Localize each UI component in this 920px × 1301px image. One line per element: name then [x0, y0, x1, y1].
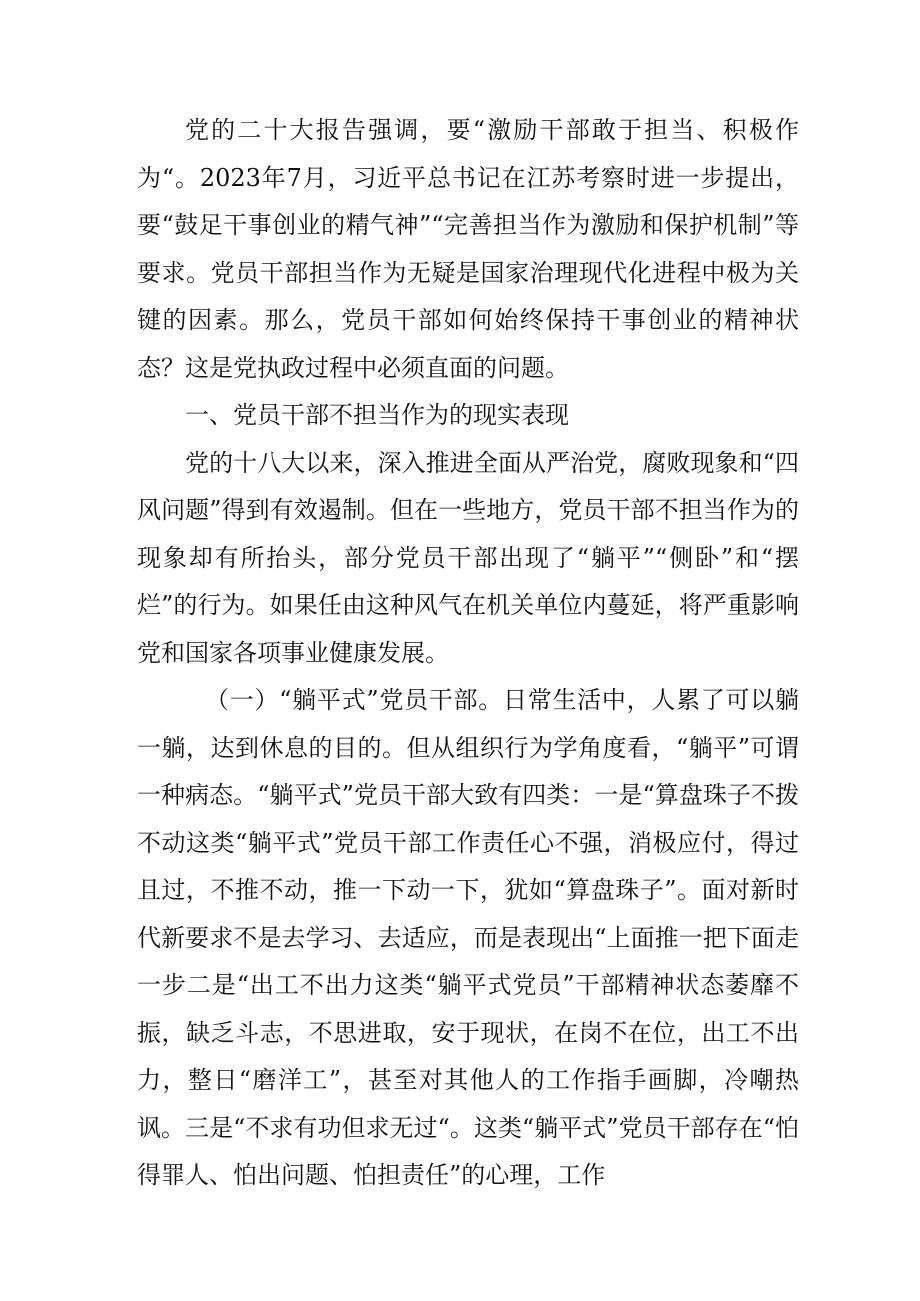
- section-paragraph: 党的十八大以来，深入推进全面从严治党，腐败现象和“四风问题”得到有效遏制。但在一些地方，党员干部不担当作为的现象却有所抬头，部分党员干部出现了“躺平”“侧卧”和“摆烂”的行为。如果任由这种风气在机关单位内蔓延，将严重影响党和国家各项事业健康发展。: [137, 448, 799, 667]
- section-heading: 一、党员干部不担当作为的现实表现: [185, 401, 569, 429]
- document-body: [137, 107, 799, 1200]
- subsection-paragraph: （一）“躺平式”党员干部。日常生活中，人累了可以躺一躺，达到休息的目的。但从组织行为学角度看，“躺平”可谓一种病态。“躺平式”党员干部大致有四类：一是“算盘珠子不拨不动这类“躺平式”党员干部工作责任心不强，消极应付，得过且过，不推不动，推一下动一下，犹如“算盘珠子”。面对新时代新要求不是去学习、去适应，而是表现出“上面推一把下面走一步二是“出工不出力这类“躺平式党员”干部精神状态萎靡不振，缺乏斗志，不思进取，安于现状，在岗不在位，出工不出力，整日“磨洋工”，甚至对其他人的工作指手画脚，冷嘲热讽。三是“不求有功但求无过“。这类“躺平式”党员干部存在“怕得罪人、怕出问题、怕担责任”的心理，工作: [137, 686, 799, 1189]
- intro-paragraph: 党的二十大报告强调，要“激励干部敢于担当、积极作为“。2023年7月，习近平总书记在江苏考察时进一步提出，要“鼓足干事创业的精气神”“完善担当作为激励和保护机制”等要求。党员干部担当作为无疑是国家治理现代化进程中极为关键的因素。那么，党员干部如何始终保持干事创业的精神状态？这是党执政过程中必须直面的问题。: [137, 116, 799, 382]
